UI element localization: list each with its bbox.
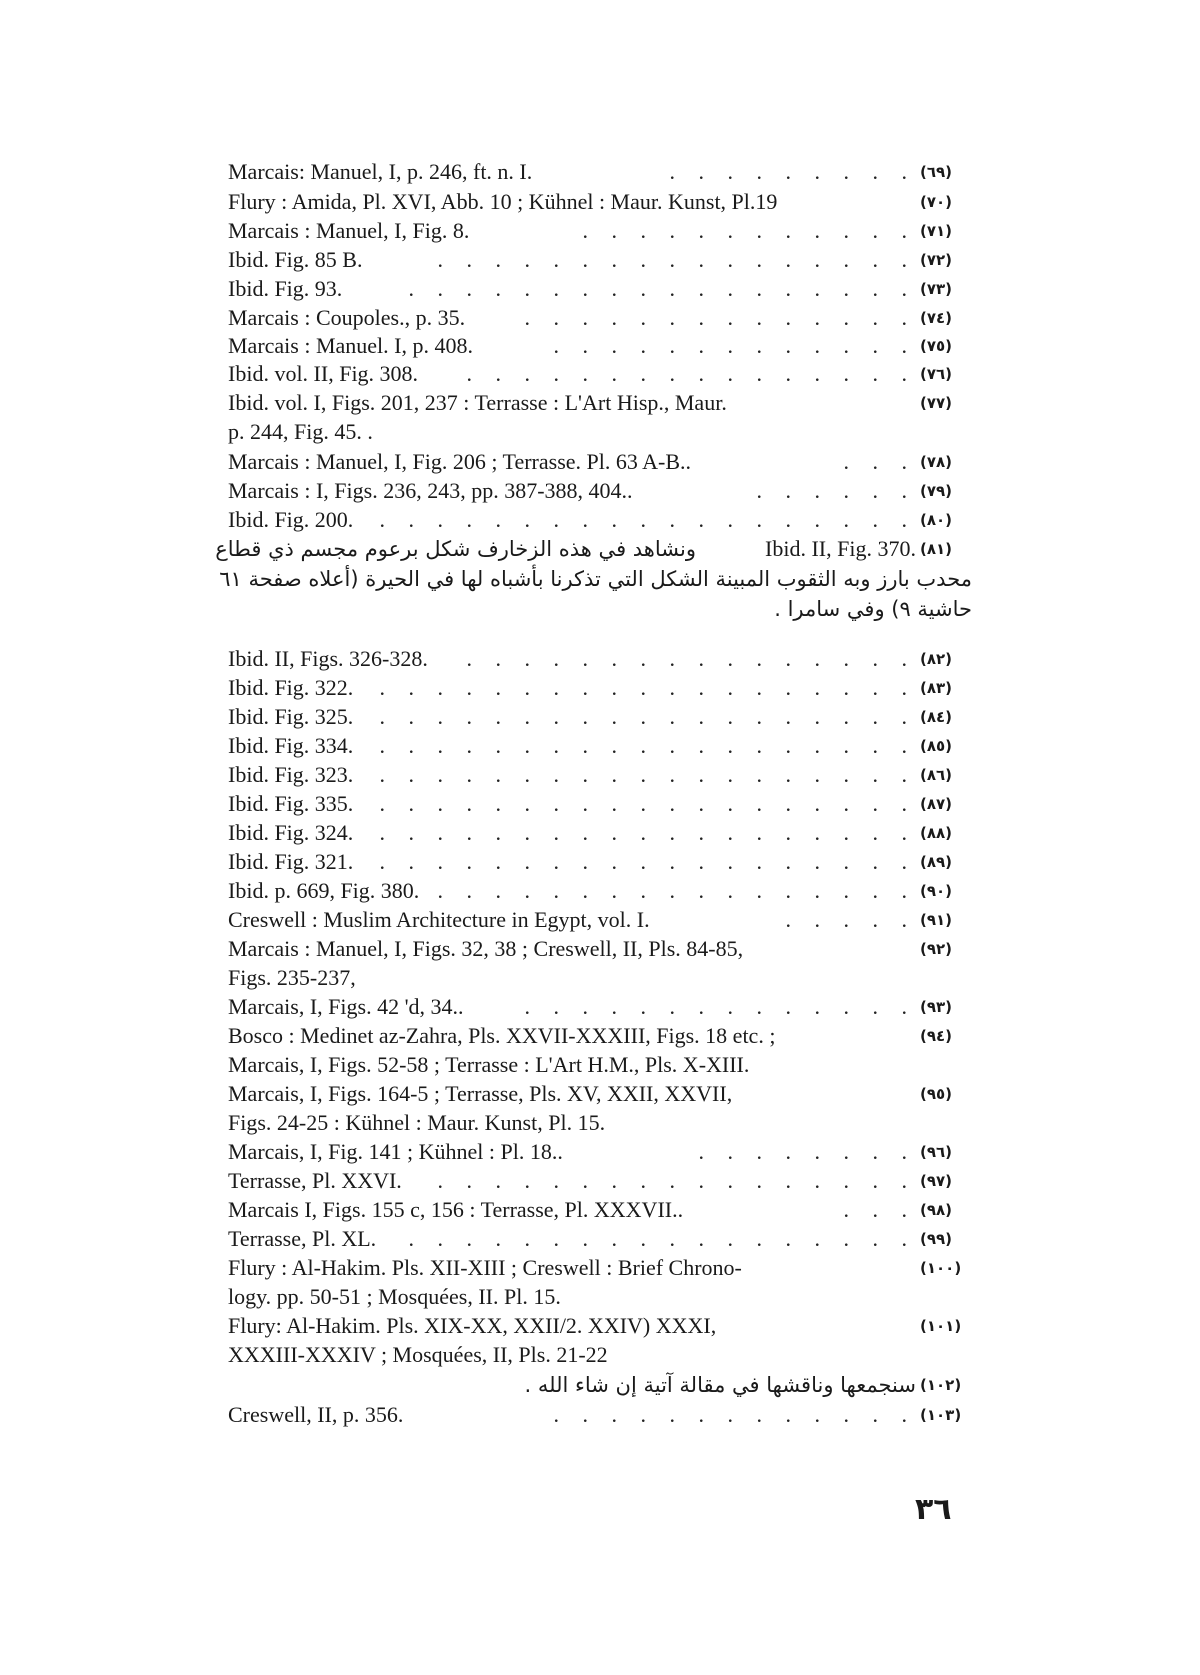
footnote-text: Ibid. Fig. 325. [228,704,354,729]
footnote-row [228,1166,966,1196]
leader-dots: . . . [843,1197,916,1222]
footnote-text: Marcais I, Figs. 155 c, 156 : Terrasse, Pl. XXXVII.. [228,1197,684,1222]
note-81-arabic-line1: ونشاهد في هذه الزخارف شكل برعوم مجسم ذي قطاع [215,537,696,561]
footnote-number: (٦٩) [920,163,953,181]
footnote-number: (٩٦) [920,1143,953,1161]
footnote-number: (٧٩) [920,482,953,500]
footnote-text: Ibid. Fig. 335. [228,791,354,816]
note-102-arabic: سنجمعها وناقشها في مقالة آتية إن شاء الله . [524,1373,916,1397]
footnote-text: Ibid. Fig. 321. [228,849,354,874]
leader-dots: . . . . . . . . . . . . . . . . . . . [379,675,916,700]
footnote-text: Flury : Amida, Pl. XVI, Abb. 10 ; Kühnel : Maur. Kunst, Pl.19 [228,189,778,214]
footnote-text: Ibid. Fig. 334. [228,733,354,758]
footnote-continuation: Figs. 235-237, [228,965,356,990]
footnote-number: (٨٣) [920,679,953,697]
note-81-latin: Ibid. II, Fig. 370. [765,536,916,561]
footnote-text: Marcais, I, Fig. 141 ; Kühnel : Pl. 18.. [228,1139,563,1164]
footnote-row [228,1195,966,1225]
footnote-text: Marcais, I, Figs. 164-5 ; Terrasse, Pls. XV, XXII, XXVII, [228,1081,733,1106]
footnote-row [228,216,966,246]
footnote-text: Marcais : Manuel, I, Fig. 206 ; Terrasse. Pl. 63 A-B.. [228,449,692,474]
leader-dots: . . . . . . . . . . . . . . . . . [437,1168,916,1193]
footnote-row [228,760,966,790]
footnote-number: (٨٥) [920,737,953,755]
footnote-text: Ibid. Fig. 93. [228,276,343,301]
footnote-row [228,876,966,906]
footnote-text: Ibid. Fig. 323. [228,762,354,787]
footnote-number: (٨٩) [920,853,953,871]
leader-dots: . . . . . . . . . . . . . . . . . . [408,1226,916,1251]
footnote-number: (٨٠) [920,511,953,529]
leader-dots: . . . . . . . . . . . . . . . . . . [408,276,916,301]
footnote-text: Marcais: Manuel, I, p. 246, ft. n. I. [228,159,533,184]
leader-dots: . . . . . [785,907,916,932]
leader-dots: . . . . . . . . . . . . . . . . . . . [379,762,916,787]
footnote-text: Ibid. Fig. 200. [228,507,354,532]
footnote-number: (٨٤) [920,708,953,726]
footnote-number: (٧٥) [920,337,953,355]
leader-dots: . . . . . . . . . . . . . . . . . [437,878,916,903]
footnote-row [228,388,966,418]
leader-dots: . . . . . . . . . . . . . . . . . . . [379,820,916,845]
footnote-row [228,476,966,506]
footnote-row [228,847,966,877]
leader-dots: . . . . . . . . . . . . . . . . . . . [379,849,916,874]
footnote-102 [228,1370,966,1400]
footnote-text: Terrasse, Pl. XL. [228,1226,377,1251]
footnote-number: (٩٨) [920,1201,953,1219]
footnote-row [228,1137,966,1167]
footnote-text: Marcais : Manuel. I, p. 408. [228,333,473,358]
footnote-row [228,644,966,674]
footnote-number: (٧٤) [920,309,953,327]
leader-dots: . . . . . . . . . . . . . [553,1402,916,1427]
footnote-row [228,702,966,732]
footnote-number: (٧١) [920,222,953,240]
footnote-row [228,731,966,761]
leader-dots: . . . . . . . . . . . . . . . . . . . [379,704,916,729]
footnote-text: Flury : Al-Hakim. Pls. XII-XIII ; Creswell : Brief Chrono- [228,1255,742,1280]
footnote-row [228,1021,966,1051]
footnote-text: Marcais : Manuel, I, Figs. 32, 38 ; Creswell, II, Pls. 84-85, [228,936,744,961]
footnote-text: Creswell, II, p. 356. [228,1402,404,1427]
leader-dots: . . . [843,449,916,474]
footnote-number: (٨٦) [920,766,953,784]
footnote-number: (٨٨) [920,824,953,842]
footnote-row [228,331,966,361]
leader-dots: . . . . . . . . . . . . . . . . . . . [379,791,916,816]
footnote-row [228,274,966,304]
footnote-text: Ibid. Fig. 324. [228,820,354,845]
footnote-row [228,673,966,703]
leader-dots: . . . . . . . . . . . . . . . . [466,646,916,671]
footnote-row [228,992,966,1022]
footnote-number: (١٠٠) [920,1259,962,1277]
footnote-number: (٩٣) [920,998,953,1016]
footnote-number: (٧٢) [920,251,953,269]
footnote-continuation: XXXIII-XXXIV ; Mosquées, II, Pls. 21-22 [228,1342,608,1367]
leader-dots: . . . . . . . . . . . . . . [524,305,916,330]
footnote-continuation: Marcais, I, Figs. 52-58 ; Terrasse : L'Art H.M., Pls. X-XIII. [228,1052,750,1077]
footnote-text: Ibid. Fig. 85 B. [228,247,363,272]
footnote-text: Marcais : I, Figs. 236, 243, pp. 387-388, 404.. [228,478,633,503]
footnote-number: (٩٠) [920,882,953,900]
leader-dots: . . . . . . [756,478,916,503]
footnote-row [228,505,966,535]
footnote-text: Marcais, I, Figs. 42 'd, 34.. [228,994,464,1019]
footnote-text: Marcais : Manuel, I, Fig. 8. [228,218,470,243]
footnote-number: (٧٣) [920,280,953,298]
leader-dots: . . . . . . . . . . . . . . . . . . . [379,733,916,758]
footnote-number: (٩٧) [920,1172,953,1190]
footnote-row [228,245,966,275]
footnote-continuation: logy. pp. 50-51 ; Mosquées, II. Pl. 15. [228,1284,561,1309]
footnote-row [228,157,966,187]
footnote-number: (٨٧) [920,795,953,813]
footnote-text: Bosco : Medinet az-Zahra, Pls. XXVII-XXXIII, Figs. 18 etc. ; [228,1023,776,1048]
footnote-row [228,789,966,819]
footnote-number: (٩٤) [920,1027,953,1045]
footnote-text: Ibid. Fig. 322. [228,675,354,700]
footnote-row [228,818,966,848]
footnote-continuation: Figs. 24-25 : Kühnel : Maur. Kunst, Pl. 15. [228,1110,606,1135]
leader-dots: . . . . . . . . . . . . [582,218,916,243]
leader-dots: . . . . . . . . . [669,159,916,184]
footnote-number: (٧٠) [920,193,953,211]
footnote-row [228,187,966,217]
footnote-number: (٨٢) [920,650,953,668]
footnote-81 [215,534,966,564]
note-102-number: (١٠٢) [920,1376,962,1394]
page-number: ٣٦ [915,1492,952,1527]
leader-dots: . . . . . . . . . . . . . . . . . [437,247,916,272]
footnote-number: (٩٢) [920,940,953,958]
footnote-text: Marcais : Coupoles., p. 35. [228,305,466,330]
footnote-number: (٩٩) [920,1230,953,1248]
footnote-row [228,303,966,333]
footnote-row [228,447,966,477]
leader-dots: . . . . . . . . . . . . . . . . . . . [379,507,916,532]
footnote-row [228,1400,966,1430]
footnote-row [228,359,966,389]
note-81-arabic-line3: حاشية ٩) وفي سامرا . [774,597,972,621]
footnote-text: Terrasse, Pl. XXVI. [228,1168,402,1193]
footnote-number: (٩١) [920,911,953,929]
leader-dots: . . . . . . . . . . . . . . [524,994,916,1019]
note-81-arabic-line2: محدب بارز وبه الثقوب المبينة الشكل التي تذكرنا بأشباه لها في الحيرة (أعلاه صفحة ٦١ [219,567,972,591]
leader-dots: . . . . . . . . . . . . . . . . [466,361,916,386]
footnote-row [228,905,966,935]
leader-dots: . . . . . . . . . . . . . [553,333,916,358]
footnote-text: Flury: Al-Hakim. Pls. XIX-XX, XXII/2. XXIV) XXXI, [228,1313,717,1338]
footnote-row [228,1224,966,1254]
footnote-number: (١٠٣) [920,1406,962,1424]
footnote-text: Ibid. II, Figs. 326-328. [228,646,428,671]
footnote-text: Ibid. vol. I, Figs. 201, 237 : Terrasse : L'Art Hisp., Maur. [228,390,727,415]
footnote-row [228,934,966,964]
footnote-number: (٧٦) [920,365,953,383]
footnote-number: (٩٥) [920,1085,953,1103]
footnote-number: (١٠١) [920,1317,962,1335]
footnote-continuation: p. 244, Fig. 45. . [228,419,373,444]
footnote-row [228,1253,966,1283]
leader-dots: . . . . . . . . [698,1139,916,1164]
footnote-row [228,1079,966,1109]
footnote-row [228,1311,966,1341]
note-81-number: (٨١) [920,540,953,558]
footnote-text: Ibid. p. 669, Fig. 380. [228,878,420,903]
footnote-text: Creswell : Muslim Architecture in Egypt, vol. I. [228,907,650,932]
footnote-number: (٧٨) [920,453,953,471]
footnote-text: Ibid. vol. II, Fig. 308. [228,361,419,386]
footnote-number: (٧٧) [920,394,953,412]
